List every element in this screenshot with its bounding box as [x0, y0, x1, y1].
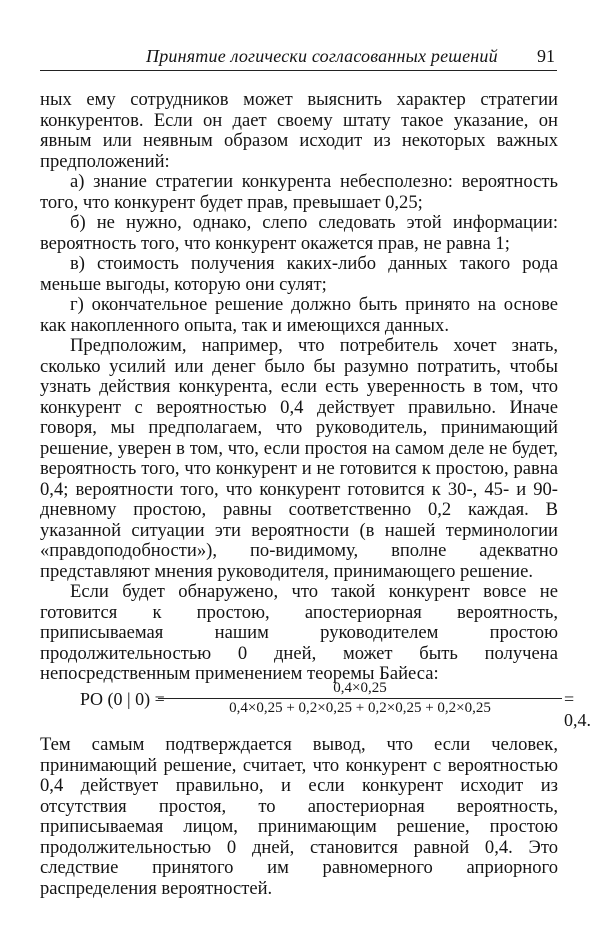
- formula-denominator: 0,4×0,25 + 0,2×0,25 + 0,2×0,25 + 0,2×0,25: [229, 700, 491, 716]
- formula-fraction: [158, 680, 562, 717]
- list-item-c: в) стоимость получения каких-либо данных такого рода меньше выгоды, которую они сулят;: [40, 253, 558, 295]
- paragraph-example: Предположим, например, что потребитель хочет знать, сколько усилий или денег было бы разумно потратить, чтобы узнать действия конкурента, если есть уверенность в том, что конкурент с вероятностью 0,4 действует правильно. Иначе говоря, мы предполагаем, что руководитель, принимающий решение, уверен в том, что, если простоя на самом деле не будет, вероятность того, что конкурент и не готовится к простою, равна 0,4; вероятности того, что конкурент готовится к 30-, 45- и 90-дневному простою, равны соответственно 0,2 каждая. В указанной ситуации эти вероятности (в нашей терминологии «правдоподобности»), по-видимому, вполне адекватно представляют мнения руководителя, принимающего решение.: [40, 335, 558, 582]
- fraction-bar: [158, 698, 562, 699]
- formula-numerator: 0,4×0,25: [333, 680, 387, 696]
- running-title: Принятие логически согласованных решений: [146, 46, 498, 66]
- list-item-a: а) знание стратегии конкурента небесполезно: вероятность того, что конкурент будет прав, превышает 0,25;: [40, 171, 558, 213]
- formula-lhs: PO (0 | 0) =: [80, 689, 165, 709]
- list-item-d: г) окончательное решение должно быть принято на основе как накопленного опыта, так и имеющихся данных.: [40, 294, 558, 336]
- conclusion-text: [40, 735, 558, 899]
- formula-rhs: = 0,4.: [564, 689, 591, 730]
- paragraph-conclusion: Тем самым подтверждается вывод, что если человек, принимающий решение, считает, что конкурент с вероятностью 0,4 действует правильно, и если конкурент исходит из отсутствия простоя, то апостериорная вероятность, приписываемая лицом, принимающим решение, простою продолжительностью 0 дней, становится равной 0,4. Это следствие принятого им равномерного априорного распределения вероятностей.: [40, 734, 558, 899]
- page-number: 91: [537, 46, 555, 66]
- running-header: [40, 44, 557, 71]
- paragraph-bayes: Если будет обнаружено, что такой конкурент вовсе не готовится к простою, апостериорная вероятность, приписываемая нашим руководителем простою продолжительностью 0 дней, может быть получена непосредственным применением теоремы Байеса:: [40, 581, 558, 684]
- list-item-b: б) не нужно, однако, слепо следовать этой информации: вероятность того, что конкурент окажется прав, не равна 1;: [40, 212, 558, 254]
- main-text: [40, 90, 558, 685]
- bayes-formula: [80, 680, 591, 730]
- paragraph-continuation: ных ему сотрудников может выяснить характер стратегии конкурентов. Если он дает своему штату такое указание, он явным или неявным образом исходит из некоторых важных предположений:: [40, 89, 558, 172]
